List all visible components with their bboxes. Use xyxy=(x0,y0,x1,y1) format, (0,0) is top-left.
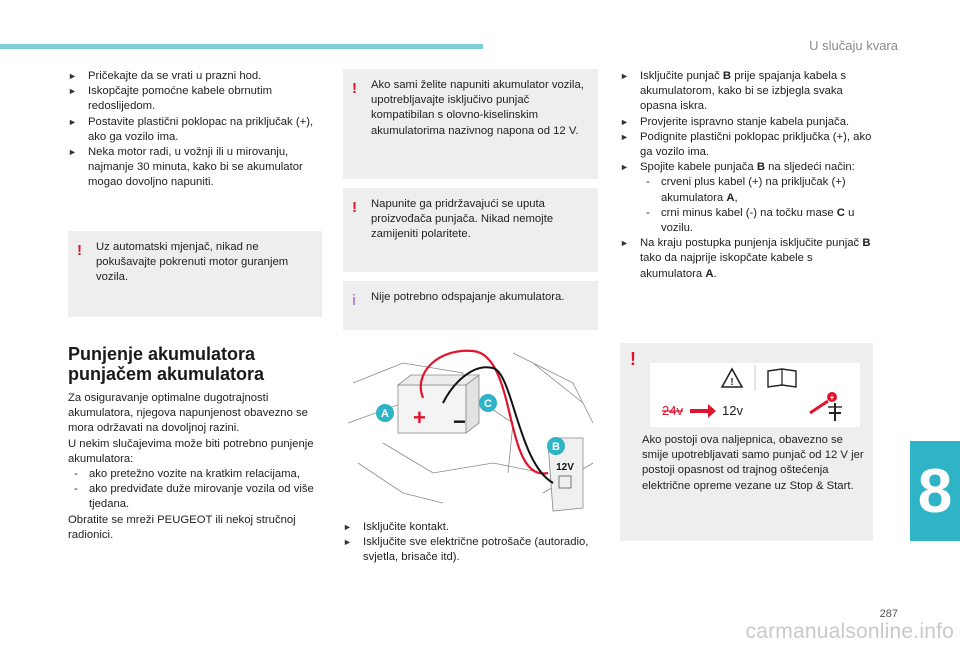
col2-steps xyxy=(343,520,598,566)
arrow-bullet-icon: ► xyxy=(68,86,77,97)
arrow-bullet-icon: ► xyxy=(68,71,77,81)
col3-steps xyxy=(620,69,875,282)
list-item: ► Na kraju postupka punjenja isključite punjač B tako da najprije iskopčate kabele s akumulatora A. xyxy=(620,237,871,280)
list-item: ► Isključite kontakt. xyxy=(343,520,598,535)
arrow-bullet-icon: ► xyxy=(343,522,352,532)
sticker-12v: 12v xyxy=(722,403,743,418)
info-icon: i xyxy=(352,292,357,309)
arrow-bullet-icon: ► xyxy=(620,238,629,249)
list-item: ► Pričekajte da se vrati u prazni hod. xyxy=(68,69,326,84)
list-item: ► Provjerite ispravno stanje kabela punjača. xyxy=(620,115,875,130)
label-b xyxy=(547,437,565,455)
svg-text:A: A xyxy=(381,408,389,420)
svg-text:C: C xyxy=(484,398,492,410)
stop-start-label-note: ! ! 24v 12v + Ako postoji ova naljepnica, obavezno se smije upotrebljavati samo punjač od 12 V jer postoji opasnost od trajnog oštećenja električne opreme vezane uz Stop & Start. xyxy=(620,343,873,541)
svg-text:!: ! xyxy=(730,377,734,388)
svg-text:+: + xyxy=(413,405,426,430)
warning-note-gearbox: ! Uz automatski mjenjač, nikad ne pokušavajte pokrenuti motor guranjem vozila. xyxy=(68,231,322,317)
svg-text:B: B xyxy=(552,441,560,453)
warning-triangle-icon xyxy=(722,369,742,388)
exclamation-icon: ! xyxy=(352,80,357,97)
arrow-bullet-icon: ► xyxy=(620,162,629,173)
exclamation-icon: ! xyxy=(77,242,82,259)
arrow-bullet-icon: ► xyxy=(68,116,77,127)
section-heading: Punjenje akumulatora punjačem akumulatora xyxy=(68,344,265,384)
section-title: U slučaju kvara xyxy=(809,38,898,53)
list-item: ► Podignite plastični poklopac priključka (+), ako ga vozilo ima. xyxy=(620,130,872,159)
list-item: ► Isključite punjač B prije spajanja kabela s akumulatorom, kako bi se izbjegla svaka opasna iskra. xyxy=(620,70,846,113)
arrow-right-icon xyxy=(690,404,716,418)
label-a xyxy=(376,404,394,422)
charger-warning-sticker xyxy=(650,363,860,427)
arrow-bullet-icon: ► xyxy=(620,116,629,127)
col1-steps xyxy=(68,69,326,191)
manual-book-icon xyxy=(768,369,796,387)
exclamation-icon: ! xyxy=(630,349,636,369)
charger-voltage: 12V xyxy=(556,462,574,473)
list-item: ► Neka motor radi, u vožnji ili u mirovanju, najmanje 30 minuta, kako bi se akumulator mogao dovoljno napuniti. xyxy=(68,146,303,189)
list-item: - ako pretežno vozite na kratkim relacijama, xyxy=(74,468,300,481)
chapter-number: 8 xyxy=(917,456,953,526)
warning-note-charger: ! Ako sami želite napuniti akumulator vozila, upotrebljavajte isključivo punjač kompatibilan s olovno-kiselinskim akumulatorima nazivnog napona od 12 V. xyxy=(343,69,598,179)
watermark: carmanualsonline.info xyxy=(745,620,954,643)
arrow-bullet-icon: ► xyxy=(620,131,629,142)
list-item: - crni minus kabel (-) na točku mase C u vozilu. xyxy=(646,206,855,235)
chapter-tab xyxy=(910,441,960,541)
warning-note-polarity: ! Napunite ga pridržavajući se uputa proizvođača punjača. Nikad nemojte zamijeniti polaritete. xyxy=(343,188,598,272)
arrow-bullet-icon: ► xyxy=(620,71,629,81)
arrow-bullet-icon: ► xyxy=(68,147,77,158)
list-item: ► Isključite sve električne potrošače (autoradio, svjetla, brisače itd). xyxy=(343,536,589,564)
list-item: ► Iskopčajte pomoćne kabele obrnutim redoslijedom. xyxy=(68,85,272,113)
page-number: 287 xyxy=(879,608,898,620)
list-item: - crveni plus kabel (+) na priključak (+) akumulatora A, xyxy=(646,176,846,204)
battery-charging-illustration xyxy=(343,343,598,515)
arrow-bullet-icon: ► xyxy=(343,537,352,548)
list-item: ► Postavite plastični poklopac na priključak (+), ako ga vozilo ima. xyxy=(68,115,314,143)
sticker-24v: 24v xyxy=(662,403,683,418)
charger-clamp-icon xyxy=(810,392,842,421)
list-item: - ako predviđate duže mirovanje vozila od više tjedana. xyxy=(74,483,314,511)
list-item: ► Spojite kabele punjača B na sljedeći način: - crveni plus kabel (+) na priključak (+) akumulatora A, - crni minus kabel (-) na točku mase C u vozilu. xyxy=(620,160,875,236)
label-c xyxy=(479,394,497,412)
info-note-disconnect: i Nije potrebno odspajanje akumulatora. xyxy=(343,281,598,330)
top-accent-bar xyxy=(0,44,483,49)
svg-text:−: − xyxy=(453,409,466,434)
charging-intro: Za osiguravanje optimalne dugotrajnosti akumulatora, njegova napunjenost obavezno se mora održavati na dovoljnoj razini. U nekim slučajevima može biti potrebno punjenje akumulatora: - ako pretežno vozite na kratkim relacijama, - ako predviđate duže mirovanje vozila od više tjedana. Obratite se mreži PEUGEOT ili nekoj stručnoj radionici. xyxy=(68,391,326,543)
svg-text:+: + xyxy=(829,393,835,402)
exclamation-icon: ! xyxy=(352,199,357,216)
